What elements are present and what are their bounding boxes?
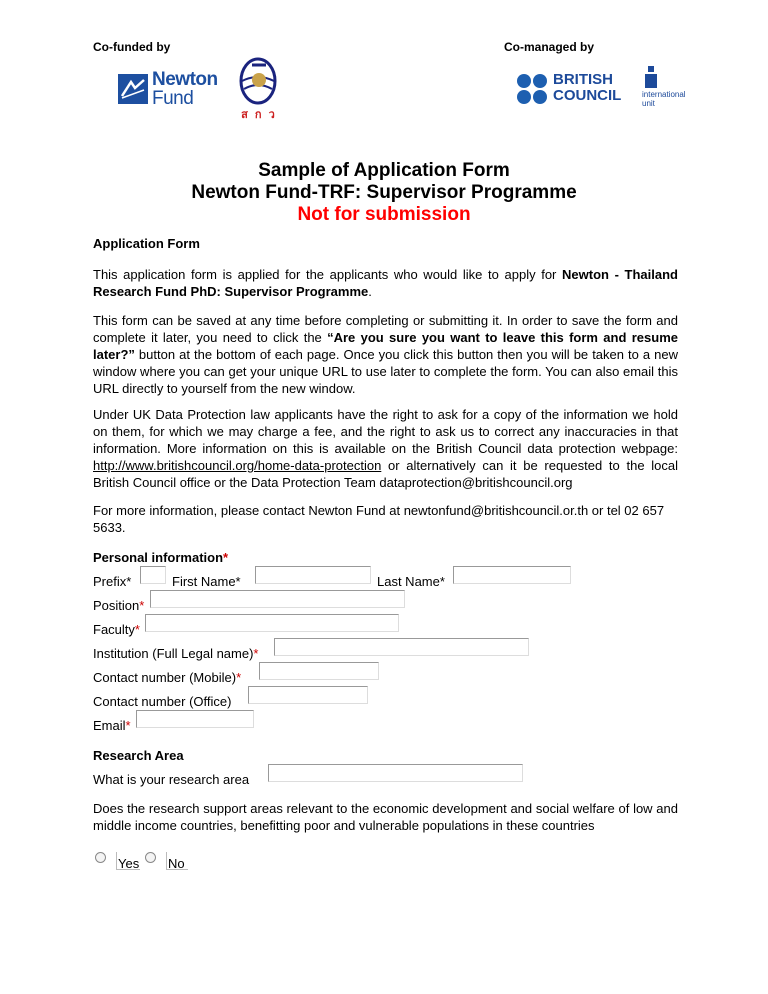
- intro-paragraph-1: [93, 266, 678, 300]
- yes-label: Yes: [118, 856, 140, 871]
- cofunded-label: Co-funded by: [93, 40, 171, 54]
- trf-logo: [232, 55, 284, 121]
- intro-p3-text: Under UK Data Protection law applicants have the right to ask for a copy of the information we hold on them, for which we may charge a fee, and the right to ask us to correct any inaccuracies in that information. More information on this is available on the British Council data protection webpage:: [93, 407, 678, 456]
- no-radio[interactable]: [145, 852, 156, 863]
- research-area-heading: Research Area: [93, 748, 184, 763]
- iu-dot-icon: [648, 66, 654, 72]
- intro-paragraph-4: For more information, please contact Newton Fund at newtonfund@britishcouncil.or.th or tel 02 657 5633.: [93, 503, 665, 535]
- email-input[interactable]: [136, 710, 254, 728]
- mobile-label-text: Contact number (Mobile): [93, 670, 237, 685]
- title-line2: Newton Fund-TRF: Supervisor Programme: [191, 182, 577, 203]
- not-for-submission: Not for submission: [297, 204, 471, 225]
- required-star: *: [139, 598, 145, 613]
- required-star: *: [125, 718, 131, 733]
- last-name-input[interactable]: [453, 566, 571, 584]
- institution-label-text: Institution (Full Legal name): [93, 646, 254, 661]
- office-label: Contact number (Office): [93, 694, 232, 709]
- no-label: No: [168, 856, 185, 871]
- intro-p3-end: or alternatively can it be requested to the local British Council office or the Data Protection Team dataprotection@britishcouncil.org: [93, 458, 678, 490]
- first-name-label: First Name*: [172, 574, 241, 589]
- iu-bar-icon: [645, 74, 657, 88]
- intro-p2-text: This form can be saved at any time before completing or submitting it. In order to save the form and complete it later, you need to click the: [93, 313, 678, 345]
- programme-name: Newton - Thailand Research Fund PhD: Supervisor Programme: [93, 267, 678, 299]
- british-council-logo: [515, 71, 630, 111]
- bc-logo-line1: BRITISH: [553, 71, 613, 88]
- intro-paragraph-3: [93, 406, 678, 491]
- mobile-input[interactable]: [259, 662, 379, 680]
- comanaged-label: Co-managed by: [504, 40, 595, 54]
- international-unit-logo: [642, 66, 692, 114]
- bc-dot-icon: [533, 74, 547, 88]
- intro-p1-text: This application form is applied for the applicants who would like to apply for: [93, 267, 563, 282]
- institution-input[interactable]: [274, 638, 529, 656]
- position-label: [93, 598, 144, 613]
- intro-p1-end: .: [368, 284, 372, 299]
- application-form-heading: Application Form: [93, 236, 200, 251]
- intro-paragraph-2: [93, 312, 678, 397]
- institution-label: [93, 646, 258, 661]
- email-label-text: Email: [93, 718, 126, 733]
- position-input[interactable]: [150, 590, 405, 608]
- iu-logo-line1: international: [642, 90, 686, 99]
- yes-radio[interactable]: [95, 852, 106, 863]
- personal-information-heading: [93, 550, 228, 565]
- required-star: *: [223, 550, 229, 565]
- research-area-input[interactable]: [268, 764, 523, 782]
- newton-fund-logo-line1: Newton: [152, 69, 218, 90]
- office-input[interactable]: [248, 686, 368, 704]
- prefix-input[interactable]: [140, 566, 166, 584]
- bc-dot-icon: [533, 90, 547, 104]
- mobile-label: [93, 670, 241, 685]
- research-area-label: What is your research area: [93, 772, 250, 787]
- faculty-label-text: Faculty: [93, 622, 135, 637]
- personal-heading-text: Personal information: [93, 550, 224, 565]
- position-label-text: Position: [93, 598, 140, 613]
- faculty-input[interactable]: [145, 614, 399, 632]
- intro-p2-end: button at the bottom of each page. Once you click this button then you will be taken to a new window where you can get your unique URL to use later to complete the form. You can also email this URL directly to yourself from the new window.: [93, 347, 678, 396]
- newton-fund-logo: [118, 69, 218, 110]
- first-name-input[interactable]: [255, 566, 371, 584]
- bc-logo-line2: COUNCIL: [553, 87, 622, 104]
- title-line1: Sample of Application Form: [258, 160, 510, 181]
- newton-fund-logo-line2: Fund: [152, 88, 194, 109]
- bc-dot-icon: [517, 90, 531, 104]
- required-star: *: [134, 622, 140, 637]
- prefix-label: Prefix*: [93, 574, 132, 589]
- last-name-label: Last Name*: [377, 574, 445, 589]
- leave-form-button-name: “Are you sure you want to leave this form and resume later?”: [93, 330, 678, 362]
- iu-logo-line2: unit: [642, 99, 655, 108]
- data-protection-link[interactable]: http://www.britishcouncil.org/home-data-protection: [93, 458, 382, 473]
- research-question: Does the research support areas relevant to the economic development and social welfare of low and middle income countries, benefitting poor and vulnerable populations in these countries: [93, 801, 678, 833]
- newton-fund-emblem-icon: [118, 74, 148, 104]
- required-star: *: [236, 670, 242, 685]
- trf-logo-text: ส ก ว: [241, 109, 277, 121]
- required-star: *: [253, 646, 259, 661]
- email-label: [93, 718, 131, 733]
- faculty-label: [93, 622, 140, 637]
- bc-dot-icon: [517, 74, 531, 88]
